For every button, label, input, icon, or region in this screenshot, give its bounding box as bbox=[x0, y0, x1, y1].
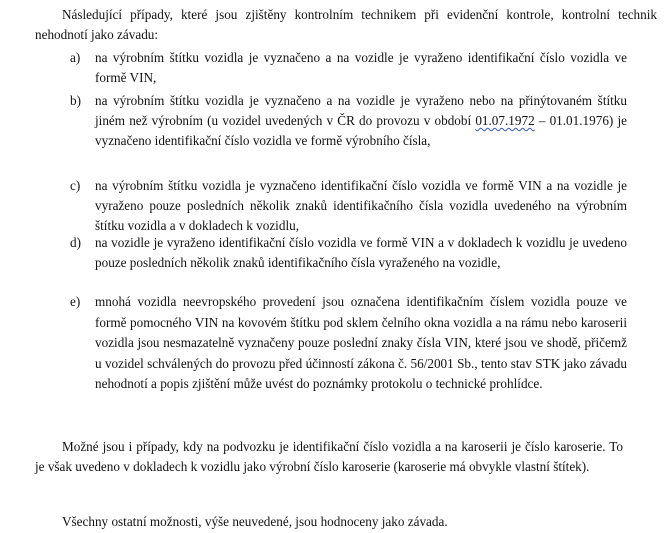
case-text: na výrobním štítku vozidla je vyznačeno a na vozidle je vyraženo identifikační číslo vozidla ve formě VIN, bbox=[95, 50, 627, 85]
case-text: mnohá vozidla neevropského provedení jsou označena identifikačním číslem vozidla pouze ve formě pomocného VIN na kovovém štítku pod sklem čelního okna vozidla a na rámu nebo karoserii vozidla jsou nesmazatelně vyznačeny pouze poslední znaky čísla VIN, které jsou ve shodě, přičemž u vozidel schválených do provozu před účinností zákona č. 56/2001 Sb., tento stav STK jako závadu nehodnotí a popis zjištění může uvést do poznámky protokolu o technické prohlídce. bbox=[95, 294, 627, 391]
final-paragraph: Všechny ostatní možnosti, výše neuvedené, jsou hodnoceny jako závada. bbox=[62, 514, 448, 529]
case-text-part: – 01.01.1976) je vyznačeno identifikační číslo vozidla ve formě výrobního čísla, bbox=[95, 113, 627, 148]
case-marker: e) bbox=[70, 294, 81, 309]
case-text bbox=[95, 91, 627, 151]
case-marker: c) bbox=[70, 178, 81, 193]
case-marker: a) bbox=[70, 50, 81, 65]
spellcheck-flagged-date: 01.07.1972 bbox=[475, 113, 535, 128]
outro-paragraph: Možné jsou i případy, kdy na podvozku je identifikační číslo vozidla a na karoserii je číslo karoserie. To je však uvedeno v dokladech k vozidlu jako výrobní číslo karoserie (karoserie má obvykle vlastní štítek). bbox=[35, 439, 623, 474]
case-marker: d) bbox=[70, 235, 81, 250]
case-text-part: na výrobním štítku vozidla je vyznačeno a na vozidle je vyraženo nebo na přinýtovaném štítku jiném než výrobním (u vozidel uvedených v ČR do provozu v období bbox=[95, 93, 627, 128]
case-marker: b) bbox=[70, 93, 81, 108]
case-text: na výrobním štítku vozidla je vyznačeno identifikační číslo vozidla ve formě VIN a na vozidle je vyraženo pouze posledních několik znaků identifikačního čísla vozidla uvedeného na výrobním štítku vozidla a v dokladech k vozidlu, bbox=[95, 178, 627, 233]
case-text: na vozidle je vyraženo identifikační číslo vozidla ve formě VIN a v dokladech k vozidlu je uvedeno pouze posledních několik znaků identifikačního čísla vyraženého na vozidle, bbox=[95, 235, 627, 270]
intro-paragraph: Následující případy, které jsou zjištěny kontrolním technikem při evidenční kontrole, kontrolní technik nehodnotí jako závadu: bbox=[35, 7, 657, 42]
